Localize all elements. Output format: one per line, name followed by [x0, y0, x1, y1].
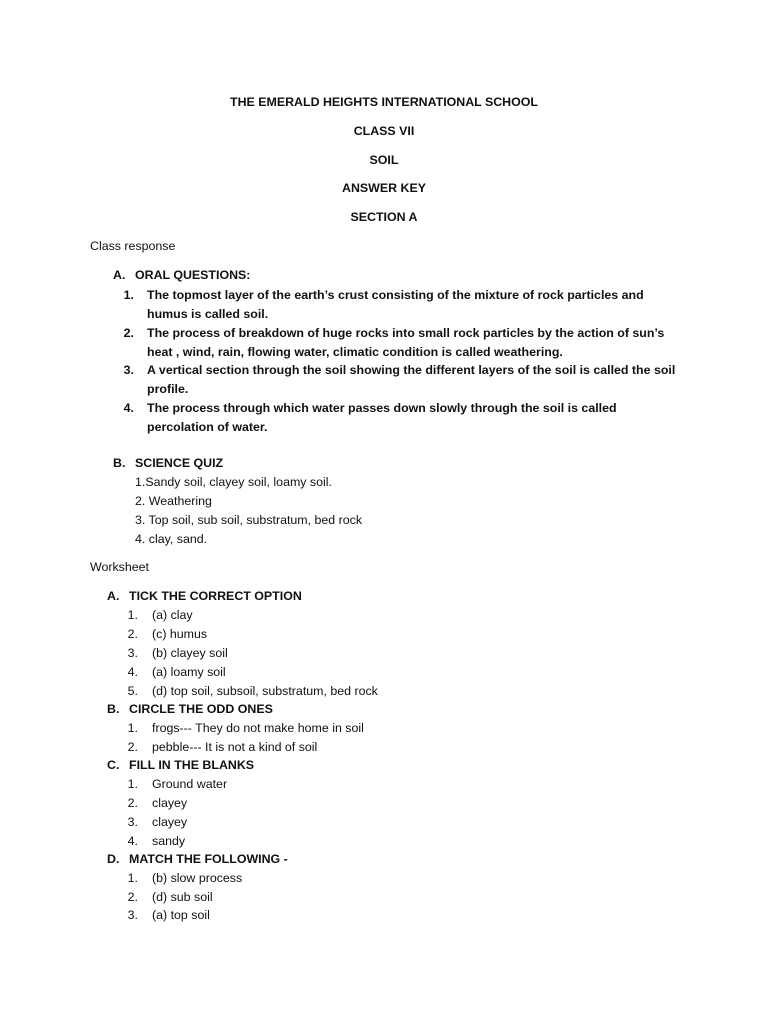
oral-answer: The process through which water passes down slowly through the soil is called percolation of water.: [147, 401, 617, 434]
item-number: 2.: [127, 627, 138, 641]
answer-item: (b) clayey soil: [152, 646, 228, 660]
answer-item: clayey: [152, 815, 188, 829]
item-number: 3.: [123, 363, 134, 377]
item-number: 4.: [127, 834, 138, 848]
item-number: 4.: [127, 665, 138, 679]
item-number: 2.: [127, 796, 138, 810]
item-number: 5.: [127, 684, 138, 698]
section-letter: A.: [113, 268, 126, 282]
answer-item: (d) top soil, subsoil, substratum, bed rock: [152, 684, 378, 698]
school-title: THE EMERALD HEIGHTS INTERNATIONAL SCHOOL: [230, 95, 538, 109]
match-following-title: MATCH THE FOLLOWING -: [129, 852, 288, 866]
section-letter: B.: [107, 702, 120, 716]
doc-type-title: ANSWER KEY: [342, 181, 426, 195]
answer-item: frogs--- They do not make home in soil: [152, 721, 364, 735]
fill-blanks-title: FILL IN THE BLANKS: [129, 758, 255, 772]
oral-questions-title: ORAL QUESTIONS:: [135, 268, 251, 282]
oral-answer: A vertical section through the soil showing the different layers of the soil is called the soil profile.: [147, 363, 676, 396]
quiz-answer: 4. clay, sand.: [135, 532, 208, 546]
subject-title: SOIL: [369, 153, 399, 167]
item-number: 3.: [127, 815, 138, 829]
tick-correct-title: TICK THE CORRECT OPTION: [129, 589, 302, 603]
answer-item: (a) clay: [152, 608, 193, 622]
section-letter: B.: [113, 456, 126, 470]
section-letter: D.: [107, 852, 120, 866]
answer-item: (d) sub soil: [152, 890, 213, 904]
quiz-answer: 2. Weathering: [135, 494, 212, 508]
item-number: 1.: [127, 608, 138, 622]
oral-answer: The process of breakdown of huge rocks into small rock particles by the action of sun’s heat , wind, rain, flowing water, climatic condition is called weathering.: [147, 326, 665, 359]
answer-item: (a) loamy soil: [152, 665, 226, 679]
circle-odd-title: CIRCLE THE ODD ONES: [129, 702, 273, 716]
item-number: 1.: [127, 721, 138, 735]
answer-item: clayey: [152, 796, 188, 810]
section-title: SECTION A: [350, 210, 418, 224]
item-number: 1.: [123, 288, 134, 302]
item-number: 2.: [123, 326, 134, 340]
item-number: 1.: [127, 871, 138, 885]
section-letter: A.: [107, 589, 120, 603]
answer-item: Ground water: [152, 777, 228, 791]
class-title: CLASS VII: [353, 124, 415, 138]
section-letter: C.: [107, 758, 120, 772]
class-response-heading: Class response: [90, 239, 176, 253]
answer-item: sandy: [152, 834, 186, 848]
item-number: 2.: [127, 890, 138, 904]
item-number: 3.: [127, 646, 138, 660]
quiz-answer: 1.Sandy soil, clayey soil, loamy soil.: [135, 475, 332, 489]
item-number: 1.: [127, 777, 138, 791]
oral-answer: The topmost layer of the earth’s crust consisting of the mixture of rock particles and humus is called soil.: [147, 288, 644, 321]
answer-item: (b) slow process: [152, 871, 243, 885]
item-number: 4.: [123, 401, 134, 415]
item-number: 3.: [127, 908, 138, 922]
worksheet-heading: Worksheet: [90, 560, 149, 574]
answer-item: (c) humus: [152, 627, 208, 641]
item-number: 2.: [127, 740, 138, 754]
science-quiz-title: SCIENCE QUIZ: [135, 456, 224, 470]
answer-item: (a) top soil: [152, 908, 210, 922]
answer-item: pebble--- It is not a kind of soil: [152, 740, 318, 754]
quiz-answer: 3. Top soil, sub soil, substratum, bed rock: [135, 513, 363, 527]
